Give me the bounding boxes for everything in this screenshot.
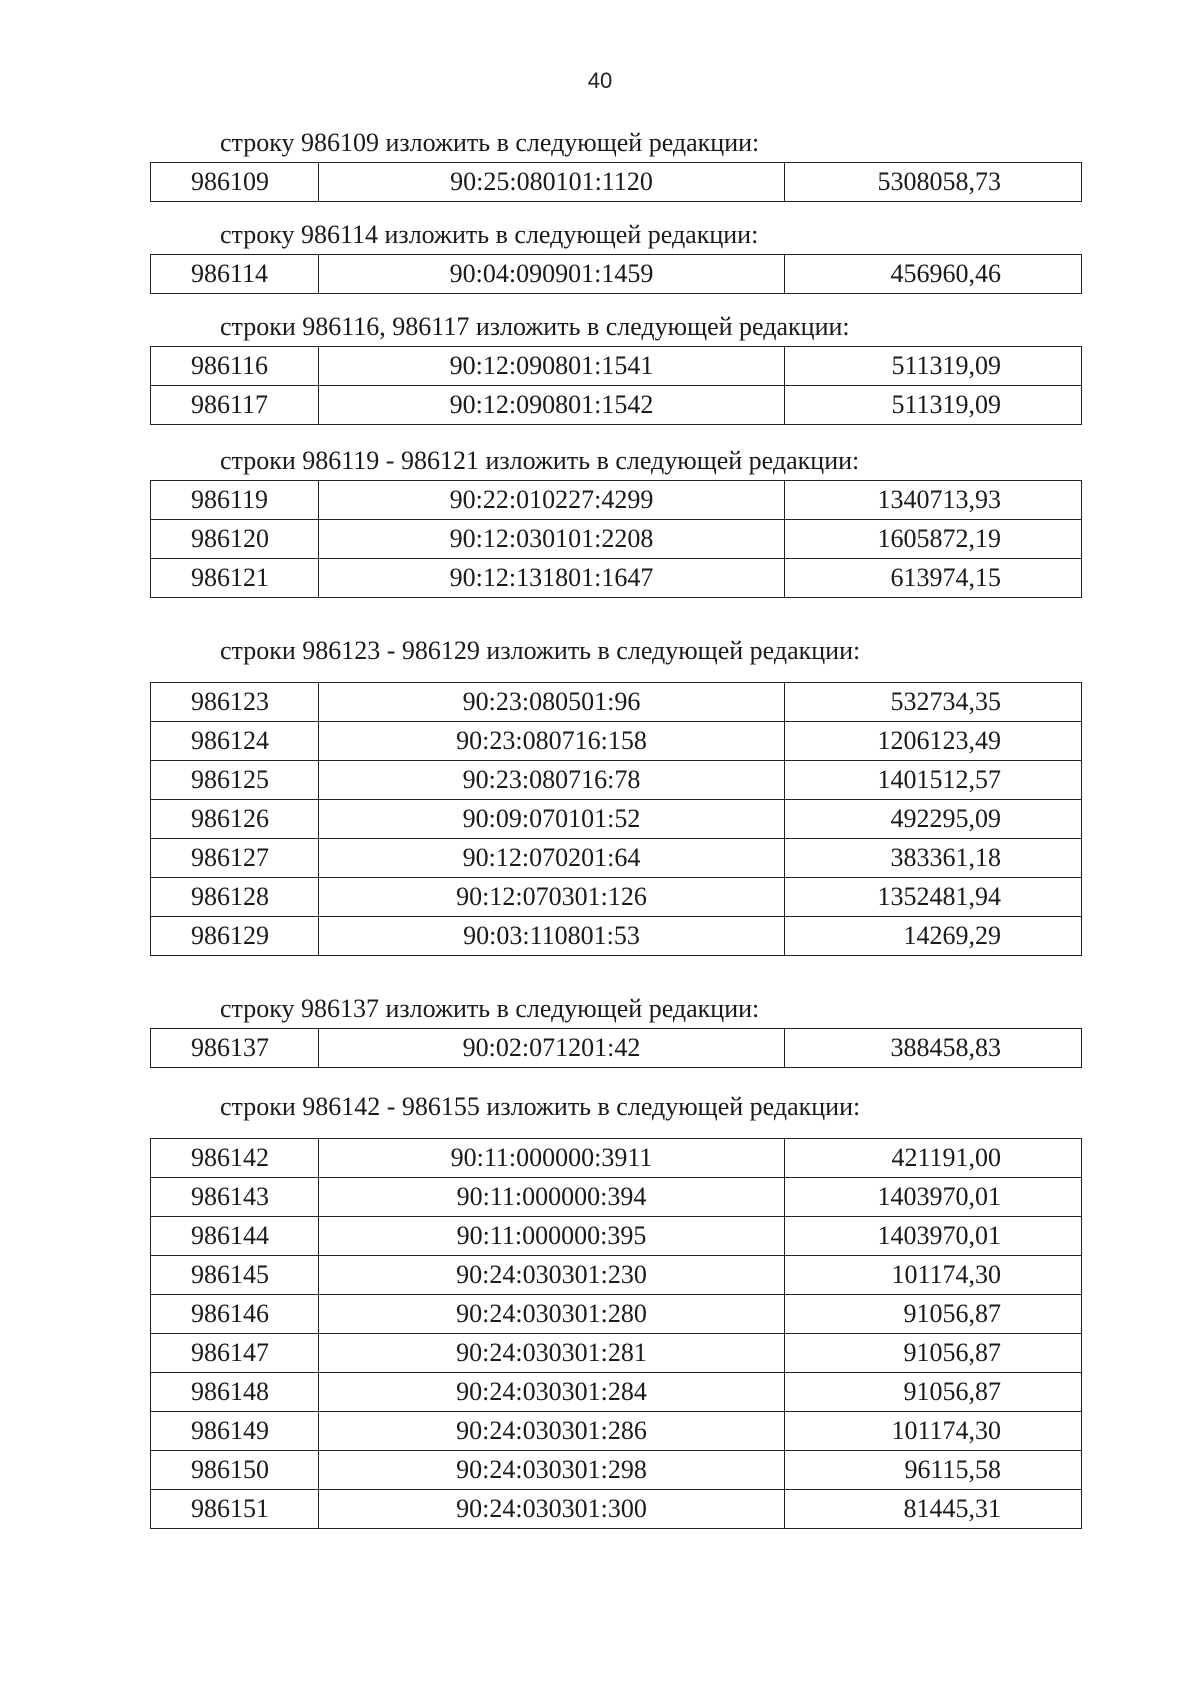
table-row [151,1139,1082,1178]
table-row [151,1412,1082,1451]
table-row [151,839,1082,878]
value-cell: 1206123,49 [785,722,1082,761]
cadastral-number-cell: 90:12:070201:64 [319,839,785,878]
section-986137 [150,992,1080,1068]
row-id-cell: 986145 [151,1256,319,1295]
table-row [151,1334,1082,1373]
section-986114 [150,218,1080,294]
cadastral-number-cell: 90:24:030301:298 [319,1451,785,1490]
cadastral-number-cell: 90:24:030301:281 [319,1334,785,1373]
row-id-cell: 986120 [151,520,319,559]
table-row [151,347,1082,386]
data-table [150,480,1082,598]
value-cell: 91056,87 [785,1295,1082,1334]
cadastral-number-cell: 90:12:070301:126 [319,878,785,917]
cadastral-number-cell: 90:02:071201:42 [319,1029,785,1068]
data-table [150,162,1082,202]
row-id-cell: 986121 [151,559,319,598]
row-id-cell: 986147 [151,1334,319,1373]
value-cell: 492295,09 [785,800,1082,839]
cadastral-number-cell: 90:12:131801:1647 [319,559,785,598]
value-cell: 613974,15 [785,559,1082,598]
value-cell: 14269,29 [785,917,1082,956]
table-row [151,255,1082,294]
cadastral-number-cell: 90:24:030301:286 [319,1412,785,1451]
value-cell: 1403970,01 [785,1178,1082,1217]
value-cell: 1401512,57 [785,761,1082,800]
section-heading: строки 986119 - 986121 изложить в следующей редакции: [220,446,860,475]
data-table [150,1138,1082,1529]
value-cell: 511319,09 [785,347,1082,386]
section-heading: строки 986123 - 986129 изложить в следующей редакции: [220,636,861,665]
row-id-cell: 986125 [151,761,319,800]
value-cell: 532734,35 [785,683,1082,722]
cadastral-number-cell: 90:11:000000:394 [319,1178,785,1217]
row-id-cell: 986144 [151,1217,319,1256]
table-row [151,683,1082,722]
row-id-cell: 986129 [151,917,319,956]
cadastral-number-cell: 90:12:090801:1542 [319,386,785,425]
table-row [151,481,1082,520]
table-row [151,761,1082,800]
row-id-cell: 986109 [151,163,319,202]
value-cell: 1352481,94 [785,878,1082,917]
value-cell: 91056,87 [785,1373,1082,1412]
cadastral-number-cell: 90:12:030101:2208 [319,520,785,559]
value-cell: 511319,09 [785,386,1082,425]
cadastral-number-cell: 90:24:030301:284 [319,1373,785,1412]
value-cell: 1403970,01 [785,1217,1082,1256]
section-986119-986121 [150,444,1080,598]
section-heading: строки 986116, 986117 изложить в следующей редакции: [220,312,850,341]
table-row [151,1451,1082,1490]
cadastral-number-cell: 90:23:080716:78 [319,761,785,800]
table-row [151,1256,1082,1295]
table-row [151,800,1082,839]
table-row [151,917,1082,956]
cadastral-number-cell: 90:03:110801:53 [319,917,785,956]
value-cell: 96115,58 [785,1451,1082,1490]
row-id-cell: 986123 [151,683,319,722]
table-row [151,163,1082,202]
value-cell: 421191,00 [785,1139,1082,1178]
row-id-cell: 986137 [151,1029,319,1068]
table-row [151,386,1082,425]
value-cell: 91056,87 [785,1334,1082,1373]
row-id-cell: 986150 [151,1451,319,1490]
value-cell: 388458,83 [785,1029,1082,1068]
table-row [151,559,1082,598]
cadastral-number-cell: 90:04:090901:1459 [319,255,785,294]
section-heading: строки 986142 - 986155 изложить в следующей редакции: [220,1092,861,1121]
row-id-cell: 986143 [151,1178,319,1217]
value-cell: 1605872,19 [785,520,1082,559]
cadastral-number-cell: 90:12:090801:1541 [319,347,785,386]
table-row [151,1373,1082,1412]
cadastral-number-cell: 90:24:030301:230 [319,1256,785,1295]
row-id-cell: 986114 [151,255,319,294]
row-id-cell: 986128 [151,878,319,917]
cadastral-number-cell: 90:09:070101:52 [319,800,785,839]
row-id-cell: 986117 [151,386,319,425]
row-id-cell: 986119 [151,481,319,520]
table-row [151,1217,1082,1256]
row-id-cell: 986151 [151,1490,319,1529]
section-986109 [150,126,1080,202]
cadastral-number-cell: 90:11:000000:395 [319,1217,785,1256]
cadastral-number-cell: 90:11:000000:3911 [319,1139,785,1178]
section-heading: строку 986114 изложить в следующей редакции: [220,220,759,249]
row-id-cell: 986124 [151,722,319,761]
data-table [150,346,1082,425]
row-id-cell: 986126 [151,800,319,839]
section-986142-986155 [150,1090,1080,1529]
row-id-cell: 986116 [151,347,319,386]
row-id-cell: 986148 [151,1373,319,1412]
cadastral-number-cell: 90:23:080501:96 [319,683,785,722]
table-row [151,1490,1082,1529]
row-id-cell: 986142 [151,1139,319,1178]
section-heading: строку 986109 изложить в следующей редакции: [220,128,760,157]
table-row [151,1295,1082,1334]
cadastral-number-cell: 90:24:030301:280 [319,1295,785,1334]
row-id-cell: 986146 [151,1295,319,1334]
cadastral-number-cell: 90:25:080101:1120 [319,163,785,202]
section-986116-986117 [150,310,1080,425]
cadastral-number-cell: 90:24:030301:300 [319,1490,785,1529]
value-cell: 5308058,73 [785,163,1082,202]
value-cell: 101174,30 [785,1256,1082,1295]
cadastral-number-cell: 90:23:080716:158 [319,722,785,761]
data-table [150,1028,1082,1068]
table-row [151,878,1082,917]
value-cell: 383361,18 [785,839,1082,878]
value-cell: 81445,31 [785,1490,1082,1529]
table-row [151,722,1082,761]
table-row [151,1178,1082,1217]
table-row [151,520,1082,559]
section-986123-986129 [150,634,1080,956]
value-cell: 101174,30 [785,1412,1082,1451]
data-table [150,682,1082,956]
value-cell: 456960,46 [785,255,1082,294]
section-heading: строку 986137 изложить в следующей редакции: [220,994,760,1023]
row-id-cell: 986149 [151,1412,319,1451]
data-table [150,254,1082,294]
value-cell: 1340713,93 [785,481,1082,520]
cadastral-number-cell: 90:22:010227:4299 [319,481,785,520]
table-row [151,1029,1082,1068]
page-number: 40 [587,68,613,93]
row-id-cell: 986127 [151,839,319,878]
